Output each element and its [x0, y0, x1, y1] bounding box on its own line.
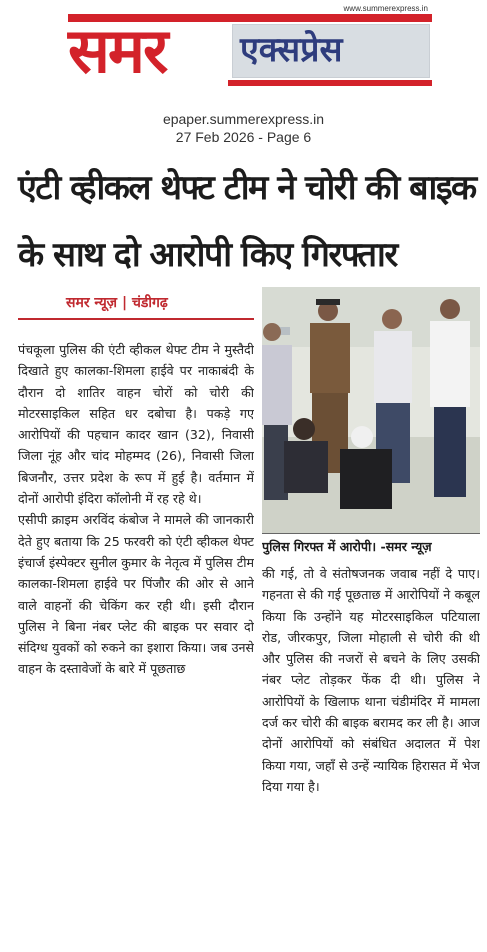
photo-caption: पुलिस गिरफ्त में आरोपी। -समर न्यूज़ — [262, 539, 432, 554]
masthead-url: www.summerexpress.in — [343, 4, 428, 13]
byline-separator: | — [121, 295, 132, 311]
edition-site: epaper.summerexpress.in — [162, 111, 325, 127]
byline-source: समर न्यूज़ — [66, 295, 118, 311]
headline-line-2: के साथ दो आरोपी किए गिरफ्तार — [18, 235, 397, 275]
headline-line-1: एंटी व्हीकल थेफ्ट टीम ने चोरी की बाइक — [18, 168, 476, 208]
masthead — [68, 4, 432, 94]
byline — [66, 293, 168, 312]
news-photo — [262, 287, 480, 534]
article-paragraph: एसीपी क्राइम अरविंद कंबोज ने मामले की जानकारी देते हुए बताया कि 25 फरवरी को एंटी व्हीकल थेफ्ट इंचार्ज इंस्पेक्टर सुनील कुमार के नेतृत्व में पुलिस टीम कालका-शिमला हाईवे पर पिंजौर की ओर से आने वाले वाहनों की चेकिंग कर रही थी। इसी दौरान पुलिस ने बिना नंबर प्लेट की बाइक पर सवार दो संदिग्ध युवकों को रुकने का इशारा किया। जब उनसे वाहन के दस्तावेजों के बारे में पूछताछ — [18, 512, 254, 677]
byline-rule — [18, 318, 254, 320]
masthead-brand-red: समर — [68, 14, 167, 87]
byline-place: चंडीगढ़ — [131, 295, 168, 311]
edition-date-page: 27 Feb 2026 - Page 6 — [175, 129, 312, 145]
police-arrest-photo — [262, 287, 480, 533]
masthead-brand-blue: एक्सप्रेस — [240, 30, 343, 70]
article-paragraph: की गई, तो वे संतोषजनक जवाब नहीं दे पाए। गहनता से की गई पूछताछ में आरोपियों ने कबूल किया कि उन्होंने यह मोटरसाइकिल पटियाला रोड, जीरकपुर, जिला मोहाली से चोरी की थी और पुलिस की नजरों से बचने के लिए उसकी नंबर प्लेट तोड़कर फेंक दी थी। पुलिस ने आरोपियों के खिलाफ थाना चंडीमंदिर में मामला दर्ज कर चोरी की बाइक बरामद कर ली है। आज दोनों आरोपियों को संबंधित अदालत में पेश किया गया, जहाँ से उन्हें न्यायिक हिरासत में भेज दिया गया है। — [262, 566, 480, 794]
article-column-left — [18, 339, 254, 943]
article-paragraph: पंचकूला पुलिस की एंटी व्हीकल थेफ्ट टीम ने मुस्तैदी दिखाते हुए कालका-शिमला हाईवे पर नाकाबंदी के दौरान दो शातिर वाहन चोरों को चोरी की मोटरसाइकिल सहित धर दबोचा है। पकड़े गए आरोपियों की पहचान कादर खान (32), निवासी जिला नूंह और चांद मोहम्मद (26), निवासी जिला बिजनौर, उत्तर प्रदेश के रूप में हुई है। वर्तमान में दोनों आरोपी इंदिरा कॉलोनी में रह रहे थे। — [18, 342, 254, 507]
article-column-right — [262, 563, 480, 945]
